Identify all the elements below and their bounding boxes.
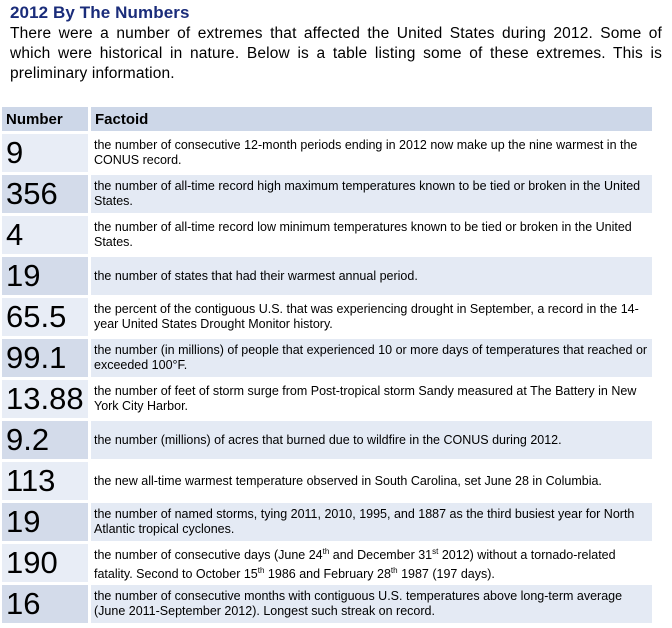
table-row	[2, 257, 652, 295]
table-row	[2, 462, 652, 500]
factoid-cell: the number of all-time record high maximum temperatures known to be tied or broken in the United States.	[91, 175, 652, 213]
number-cell: 19	[2, 257, 91, 295]
factoid-cell: the number (millions) of acres that burned due to wildfire in the CONUS during 2012.	[91, 421, 652, 459]
table-row	[2, 134, 652, 172]
number-cell: 16	[2, 585, 91, 623]
table-row	[2, 380, 652, 418]
number-cell: 190	[2, 544, 91, 582]
number-cell: 13.88	[2, 380, 91, 418]
table-row	[2, 216, 652, 254]
page-title: 2012 By The Numbers	[10, 3, 190, 22]
factoid-cell: the percent of the contiguous U.S. that was experiencing drought in September, a record in the 14-year United States Drought Monitor history.	[91, 298, 652, 336]
number-cell: 113	[2, 462, 91, 500]
number-cell: 99.1	[2, 339, 91, 377]
factoid-cell: the number (in millions) of people that experienced 10 or more days of temperatures that reached or exceeded 100°F.	[91, 339, 652, 377]
number-cell: 9.2	[2, 421, 91, 459]
table-row	[2, 585, 652, 623]
table-body	[2, 134, 652, 623]
table-row	[2, 339, 652, 377]
number-cell: 19	[2, 503, 91, 541]
table-row	[2, 544, 652, 582]
factoid-column-header: Factoid	[91, 107, 652, 131]
factoid-cell: the number of all-time record low minimum temperatures known to be tied or broken in the United States.	[91, 216, 652, 254]
factoid-cell: the number of states that had their warmest annual period.	[91, 257, 652, 295]
extremes-table	[2, 104, 652, 626]
factoid-cell: the new all-time warmest temperature observed in South Carolina, set June 28 in Columbia.	[91, 462, 652, 500]
factoid-cell: the number of consecutive days (June 24th and December 31st 2012) without a tornado-related fatality. Second to October 15th 1986 and February 28th 1987 (197 days).	[91, 544, 652, 582]
number-cell: 4	[2, 216, 91, 254]
table-row	[2, 175, 652, 213]
factoid-cell: the number of named storms, tying 2011, 2010, 1995, and 1887 as the third busiest year for North Atlantic tropical cyclones.	[91, 503, 652, 541]
number-column-header: Number	[2, 107, 91, 131]
factoid-cell: the number of feet of storm surge from Post-tropical storm Sandy measured at The Battery in New York City Harbor.	[91, 380, 652, 418]
table-header-row	[2, 107, 652, 131]
table-row	[2, 298, 652, 336]
table-row	[2, 503, 652, 541]
number-cell: 9	[2, 134, 91, 172]
number-cell: 65.5	[2, 298, 91, 336]
intro-paragraph: There were a number of extremes that affected the United States during 2012. Some of which were historical in nature. Below is a table listing some of these extremes. This is preliminary information.	[10, 25, 662, 82]
table-row	[2, 421, 652, 459]
factoid-cell: the number of consecutive months with contiguous U.S. temperatures above long-term average (June 2011-September 2012). Longest such streak on record.	[91, 585, 652, 623]
article	[10, 0, 662, 84]
factoid-cell: the number of consecutive 12-month periods ending in 2012 now make up the nine warmest in the CONUS record.	[91, 134, 652, 172]
number-cell: 356	[2, 175, 91, 213]
